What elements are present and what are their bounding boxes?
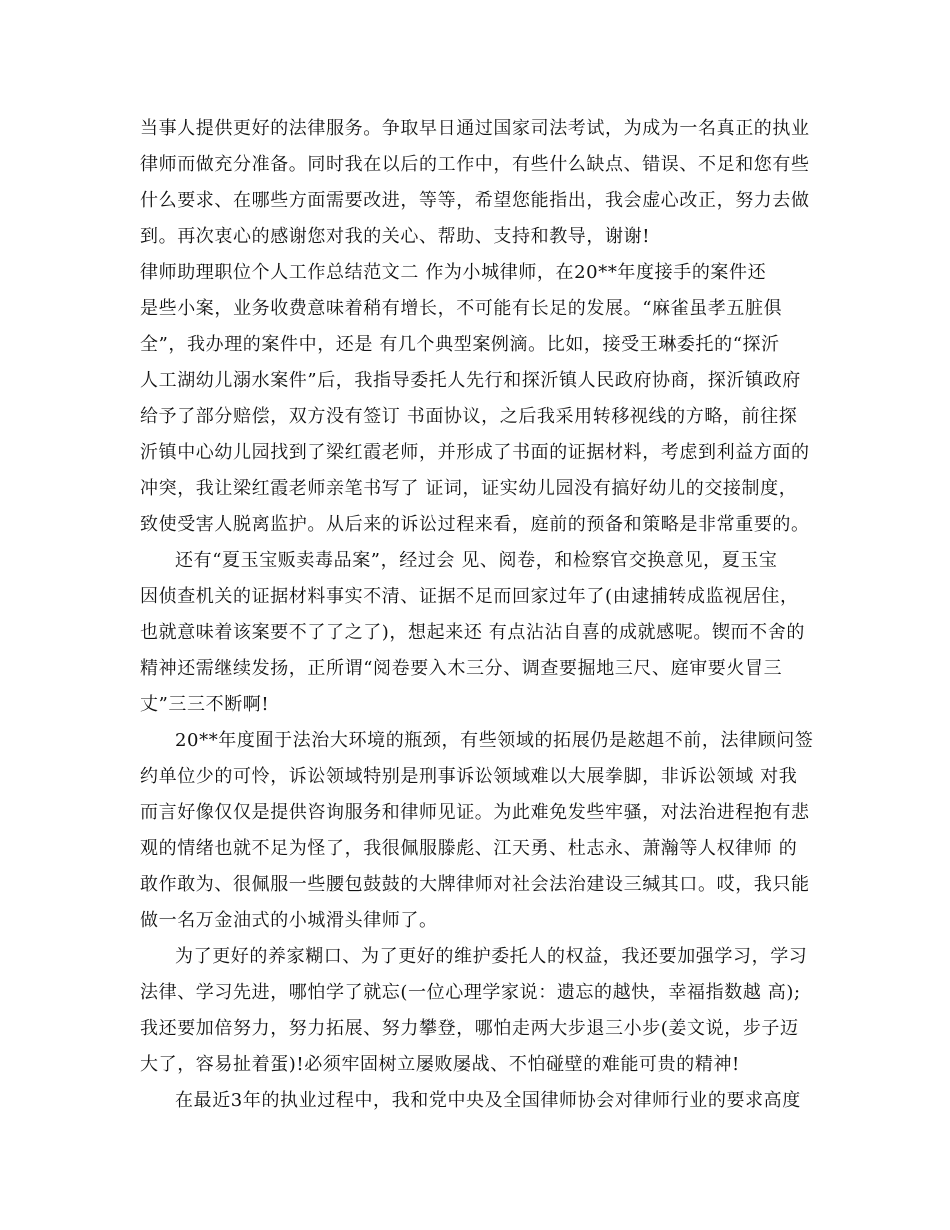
text-line: 什么要求、在哪些方面需要改进，等等，希望您能指出，我会虚心改正，努力去做 [140, 190, 810, 211]
text-line: 当事人提供更好的法律服务。争取早日通过国家司法考试，为成为一名真正的执业 [140, 118, 810, 139]
text-line: 致使受害人脱离监护。从后来的诉讼过程来看，庭前的预备和策略是非常重要的。 [140, 514, 810, 535]
text-line: 精神还需继续发扬，正所谓“阅卷要入木三分、调查要掘地三尺、庭审要火冒三 [140, 658, 783, 679]
text-line: 大了，容易扯着蛋)!必须牢固树立屡败屡战、不怕碰壁的难能可贵的精神! [140, 1054, 740, 1075]
text-line: 法律、学习先进，哪怕学了就忘(一位心理学家说：遗忘的越快，幸福指数越 高); [140, 982, 801, 1003]
text-line: 人工湖幼儿溺水案件”后，我指导委托人先行和探沂镇人民政府协商，探沂镇政府 [140, 370, 801, 391]
text-line: 约单位少的可怜，诉讼领域特别是刑事诉讼领域难以大展拳脚，非诉讼领域 对我 [140, 766, 798, 787]
text-line: 丈”三三不断啊! [140, 694, 270, 715]
text-line: 敢作敢为、很佩服一些腰包鼓鼓的大牌律师对社会法治建设三缄其口。哎，我只能 [140, 874, 810, 895]
paragraph-first-line: 为了更好的养家糊口、为了更好的维护委托人的权益，我还要加强学习，学习 [175, 946, 808, 967]
text-line: 给予了部分赔偿，双方没有签订 书面协议，之后我采用转移视线的方略，前往探 [140, 406, 798, 427]
text-line: 冲突，我让梁红霞老师亲笔书写了 证词，证实幼儿园没有搞好幼儿的交接制度， [140, 478, 798, 499]
paragraph-first-line: 还有“夏玉宝贩卖毒品案”，经过会 见、阅卷，和检察官交换意见，夏玉宝 [175, 550, 778, 571]
text-line: 沂镇中心幼儿园找到了梁红霞老师，并形成了书面的证据材料，考虑到利益方面的 [140, 442, 810, 463]
text-line: 律师而做充分准备。同时我在以后的工作中，有些什么缺点、错误、不足和您有些 [140, 154, 810, 175]
text-line: 我还要加倍努力，努力拓展、努力攀登，哪怕走两大步退三小步(姜文说，步子迈 [140, 1018, 799, 1039]
text-line: 是些小案，业务收费意味着稍有增长，不可能有长足的发展。“麻雀虽孝五脏俱 [140, 298, 783, 319]
section-heading-line: 律师助理职位个人工作总结范文二 作为小城律师，在20**年度接手的案件还 [140, 262, 767, 283]
text-line: 而言好像仅仅是提供咨询服务和律师见证。为此难免发些牢骚，对法治进程抱有悲 [140, 802, 810, 823]
text-line: 到。再次衷心的感谢您对我的关心、帮助、支持和教导，谢谢! [140, 226, 651, 247]
paragraph-first-line: 20**年度囿于法治大环境的瓶颈，有些领域的拓展仍是趑趄不前，法律顾问签 [175, 730, 814, 751]
paragraph-first-line: 在最近3年的执业过程中，我和党中央及全国律师协会对律师行业的要求高度 [175, 1090, 801, 1111]
text-line: 也就意味着该案要不了了之了)，想起来还 有点沾沾自喜的成就感呢。锲而不舍的 [140, 622, 805, 643]
text-line: 做一名万金油式的小城滑头律师了。 [140, 910, 438, 931]
text-line: 全”，我办理的案件中，还是 有几个典型案例滴。比如，接受王琳委托的“探沂 [140, 334, 780, 355]
text-line: 因侦查机关的证据材料事实不清、证据不足而回家过年了(由逮捕转成监视居住， [140, 586, 799, 607]
text-line: 观的情绪也就不足为怪了，我很佩服滕彪、江天勇、杜志永、萧瀚等人权律师 的 [140, 838, 798, 859]
